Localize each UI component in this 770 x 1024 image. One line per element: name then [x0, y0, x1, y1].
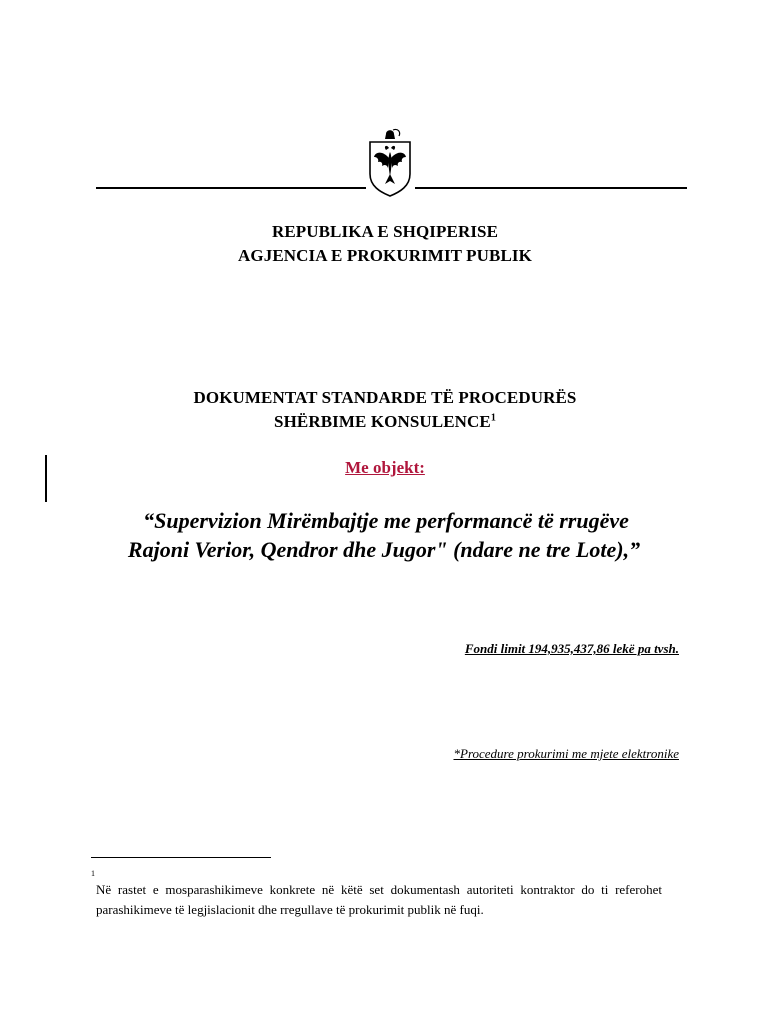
- objekt-label: Me objekt:: [345, 458, 425, 477]
- footnote-text: Në rastet e mosparashikimeve konkrete në këtë set dokumentash autoriteti kontraktor do ti referohet parashikimeve të legjislacionit dhe rregullave të prokurimit publik në fuqi.: [96, 882, 662, 917]
- footnote-separator: [91, 857, 271, 858]
- header-rule-left: [96, 187, 366, 189]
- subject-line1: “Supervizion Mirëmbajtje me performancë të rrugëve: [143, 508, 629, 533]
- document-title-line2-text: SHËRBIME KONSULENCE: [274, 412, 491, 431]
- document-title-line2: [0, 412, 770, 432]
- footnote-number: 1: [91, 869, 95, 878]
- albanian-coat-of-arms-icon: [366, 126, 414, 198]
- document-title-line1: DOKUMENTAT STANDARDE TË PROCEDURËS: [193, 388, 577, 407]
- footnote-reference: 1: [490, 412, 496, 424]
- subject-line2: Rajoni Verior, Qendror dhe Jugor" (ndare ne tre Lote),”: [127, 537, 641, 562]
- header-rule-right: [415, 187, 687, 189]
- budget-limit: Fondi limit 194,935,437,86 lekë pa tvsh.: [464, 641, 679, 656]
- agency-name: AGJENCIA E PROKURIMIT PUBLIK: [238, 246, 532, 265]
- procedure-note: *Procedure prokurimi me mjete elektronike: [453, 746, 679, 761]
- republic-name: REPUBLIKA E SHQIPERISE: [271, 222, 499, 241]
